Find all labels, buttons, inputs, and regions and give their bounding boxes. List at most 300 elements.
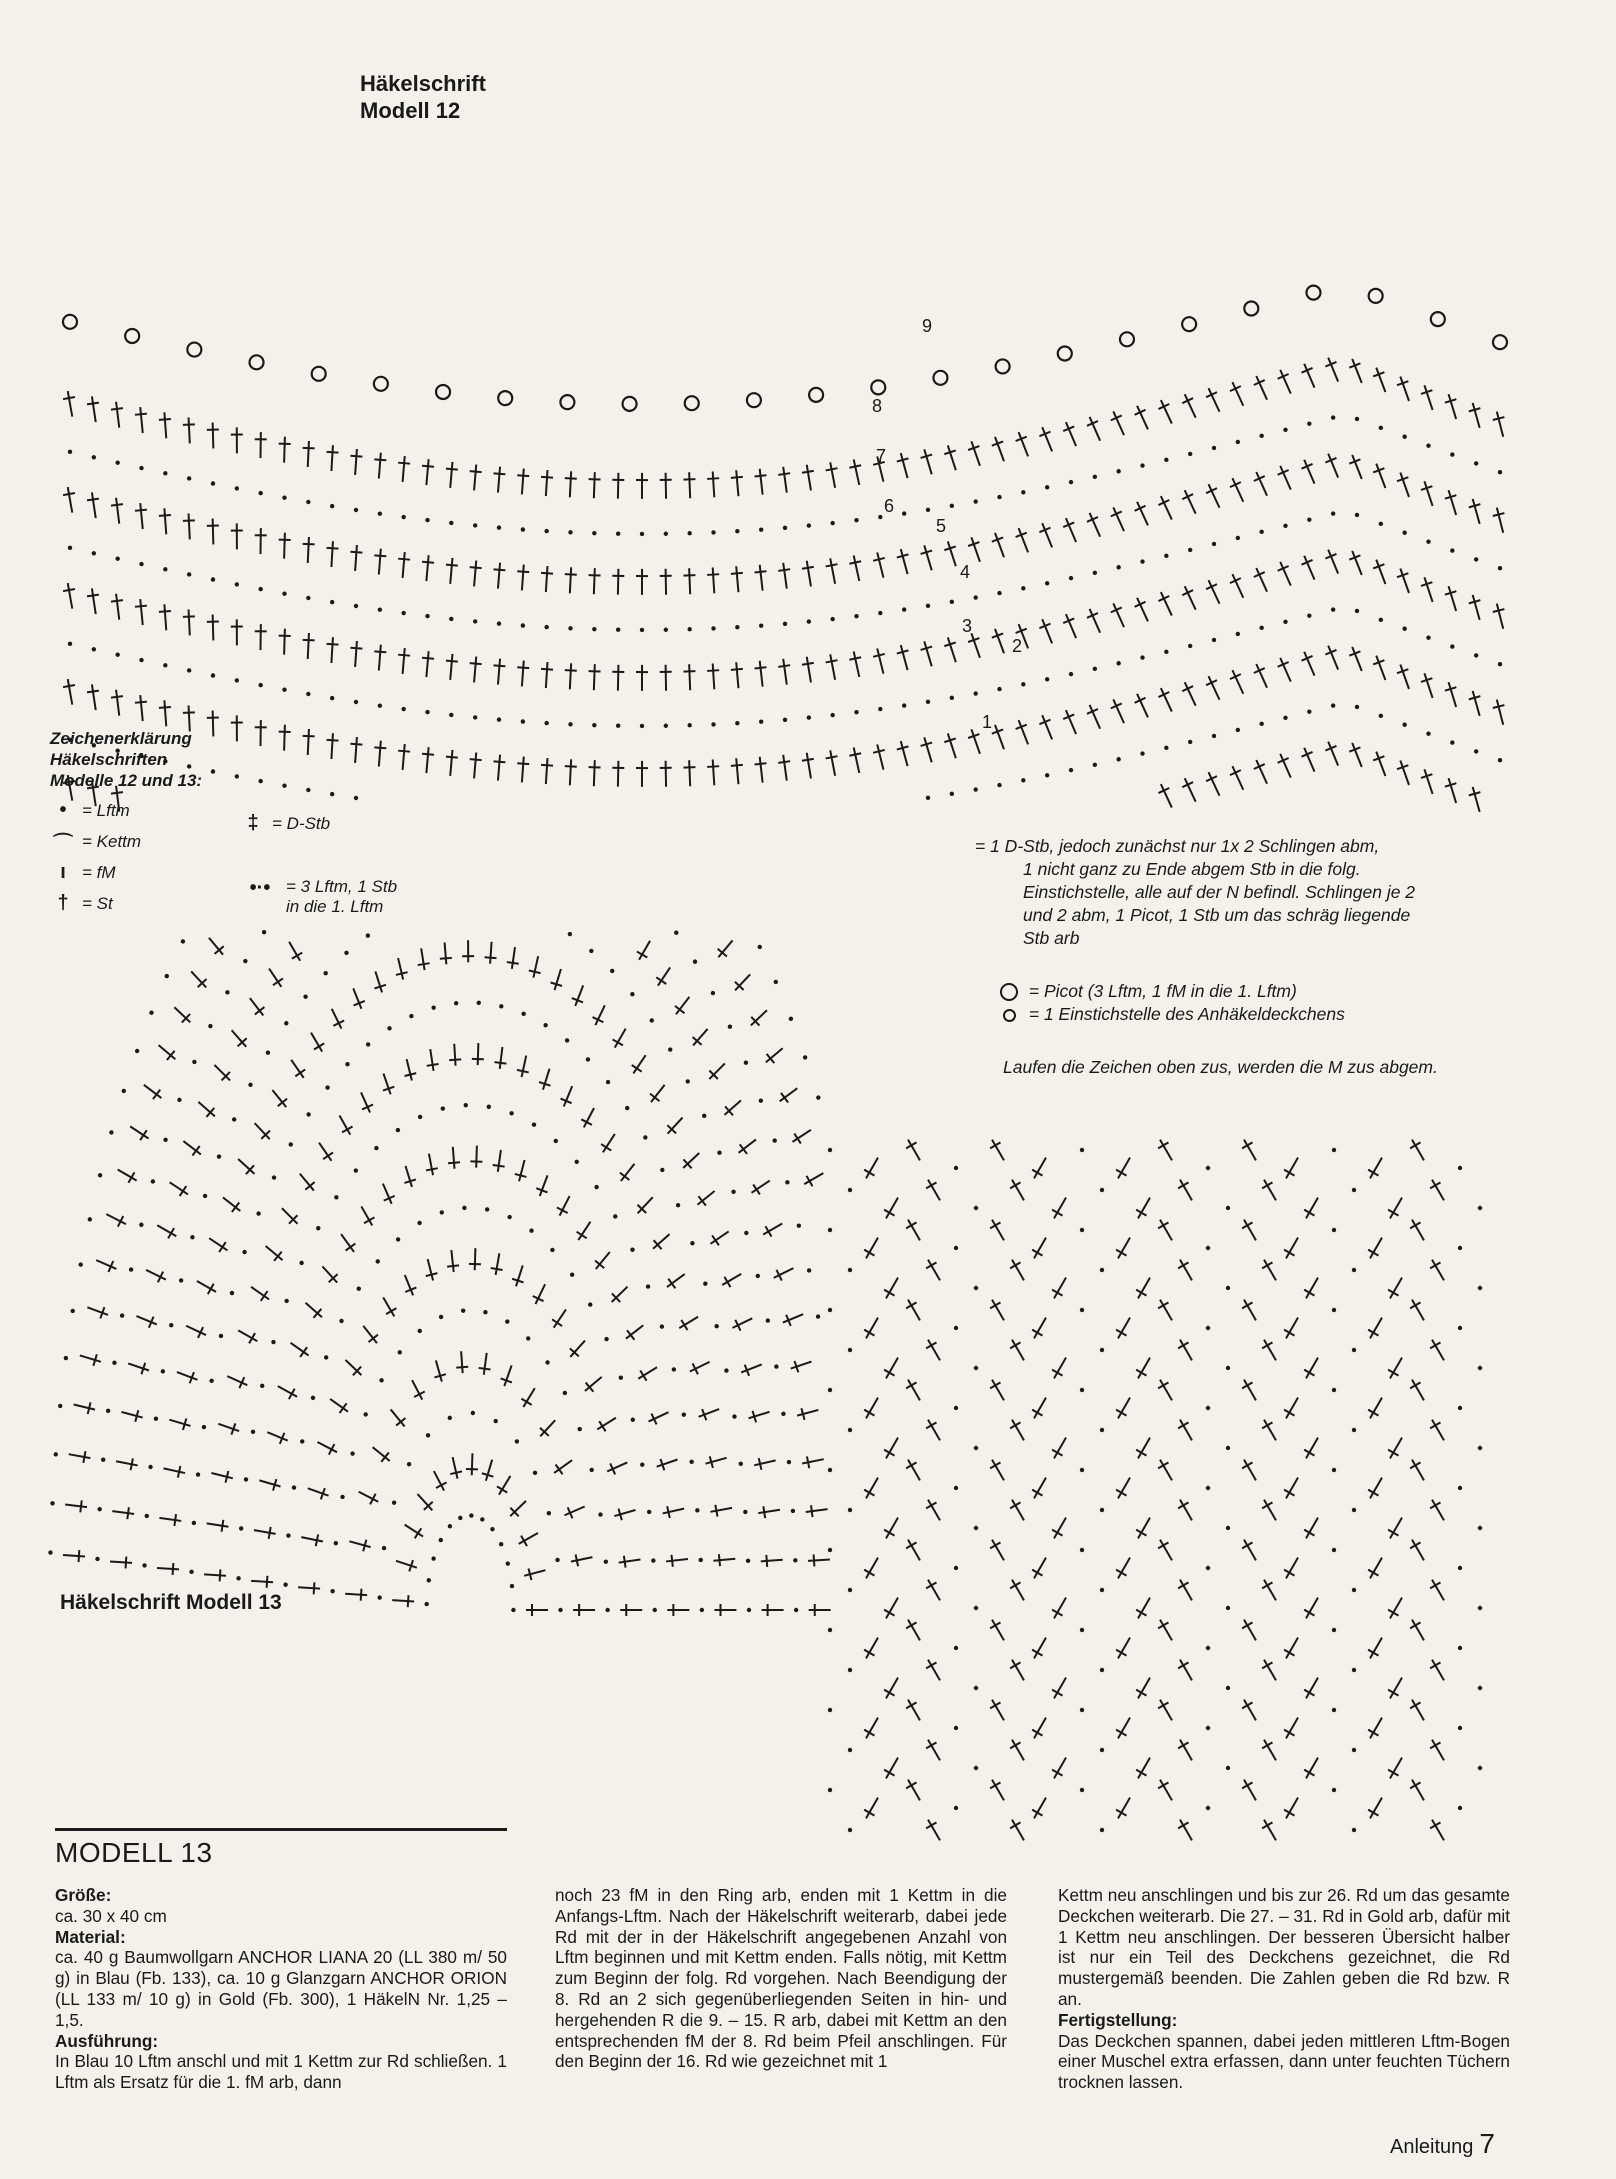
chain-mark <box>693 959 697 963</box>
stitch-mark <box>140 407 143 433</box>
stitch-crossbar <box>1158 1542 1168 1548</box>
stitch-mark <box>68 679 73 705</box>
stitch-crossbar <box>80 1500 81 1512</box>
stitch-crossbar <box>183 520 195 521</box>
chain-mark <box>209 1379 213 1383</box>
chain-mark <box>192 1060 196 1064</box>
stitch-mark <box>758 1510 780 1513</box>
chain-mark <box>1206 1166 1210 1170</box>
chain-mark <box>239 1526 243 1530</box>
stitch-crossbar <box>1116 1170 1126 1176</box>
stitch-mark <box>736 758 738 784</box>
chain-mark <box>431 1556 435 1560</box>
stitch-crossbar <box>408 1595 409 1607</box>
chain-mark <box>1355 609 1359 613</box>
stitch-crossbar <box>778 665 790 667</box>
stitch-crossbar <box>449 1059 461 1060</box>
chain-mark <box>284 1299 288 1303</box>
chain-mark <box>1236 536 1240 540</box>
stitch-mark <box>924 449 931 474</box>
stitch-crossbar <box>731 573 743 574</box>
stitch-mark <box>713 663 715 689</box>
chain-mark <box>653 1608 657 1612</box>
stitch-crossbar <box>111 600 123 601</box>
stitch-crossbar <box>314 1582 315 1594</box>
stitch-mark <box>546 662 548 688</box>
stitch-crossbar <box>314 1043 324 1049</box>
stitch-mark <box>308 1488 329 1495</box>
stitch-crossbar <box>396 972 408 975</box>
stitch-crossbar <box>517 667 529 668</box>
stitch-crossbar <box>497 1486 507 1492</box>
chain-mark <box>311 1396 315 1400</box>
stitch-crossbar <box>529 970 541 973</box>
stitch-crossbar <box>1178 1502 1188 1508</box>
stitch-crossbar <box>826 468 838 470</box>
stitch-mark <box>666 1559 688 1561</box>
chain-mark <box>196 1472 200 1476</box>
stitch-mark <box>732 1318 752 1328</box>
chain-mark <box>828 1548 832 1552</box>
chain-mark <box>1226 1446 1230 1450</box>
stitch-crossbar <box>361 1589 362 1601</box>
chain-mark <box>340 1495 344 1499</box>
chain-mark <box>54 1452 58 1456</box>
chain-mark <box>354 604 358 608</box>
chain-mark <box>973 499 977 503</box>
chain-mark <box>148 1465 152 1469</box>
chain-mark <box>1021 586 1025 590</box>
stitch-mark <box>1424 481 1432 506</box>
stitch-mark <box>69 1454 91 1458</box>
chain-mark <box>954 1166 958 1170</box>
stitch-mark <box>128 1363 149 1370</box>
stitch-mark <box>618 761 619 787</box>
chain-mark <box>306 692 310 696</box>
stitch-crossbar <box>493 569 505 570</box>
chain-mark <box>878 707 882 711</box>
stitch-crossbar <box>1178 1742 1188 1748</box>
stitch-crossbar <box>1410 1702 1420 1708</box>
chain-mark <box>793 1558 797 1562</box>
stitch-mark <box>760 757 763 783</box>
chain-mark <box>954 1726 958 1730</box>
chain-mark <box>926 508 930 512</box>
chain-mark <box>181 939 185 943</box>
chain-mark <box>98 1173 102 1177</box>
stitch-crossbar <box>884 1370 894 1376</box>
chain-mark <box>1188 452 1192 456</box>
chain-mark <box>232 1117 236 1121</box>
diagram-13-title: Häkelschrift Modell 13 <box>60 1591 282 1614</box>
material-label: Material: <box>55 1926 126 1947</box>
stitch-crossbar <box>577 1232 587 1239</box>
stitch-mark <box>1232 478 1243 502</box>
stitch-crossbar <box>906 1702 916 1708</box>
stitch-mark <box>570 471 571 497</box>
chain-mark <box>794 1608 798 1612</box>
chain-mark <box>115 652 119 656</box>
chain-mark <box>954 1326 958 1330</box>
chain-mark <box>1080 1788 1084 1792</box>
chain-mark <box>744 1060 748 1064</box>
chain-mark <box>954 1246 958 1250</box>
chain-mark <box>378 607 382 611</box>
chain-mark <box>258 587 262 591</box>
stitch-mark <box>1090 609 1100 633</box>
stitch-mark <box>284 437 285 463</box>
chain-mark <box>550 1248 554 1252</box>
legend-heading-line1: Zeichenerklärung <box>50 729 192 748</box>
stitch-mark <box>1376 560 1385 584</box>
chain-mark <box>878 611 882 615</box>
chain-mark <box>997 495 1001 499</box>
stitch-crossbar <box>1430 1582 1440 1588</box>
stitch-crossbar <box>541 765 553 766</box>
chain-mark <box>848 1668 852 1672</box>
chain-mark <box>1307 613 1311 617</box>
stitch-crossbar <box>1284 1810 1294 1816</box>
stitch-mark <box>498 755 500 781</box>
chain-mark <box>377 1595 381 1599</box>
chain-mark <box>1498 758 1502 762</box>
stitch-crossbar <box>255 1007 265 1014</box>
chain-mark <box>544 625 548 629</box>
chain-mark <box>759 527 763 531</box>
stitch-crossbar <box>556 1464 563 1474</box>
stitch-mark <box>971 729 980 754</box>
chain-mark <box>731 1190 735 1194</box>
chain-mark <box>505 1319 509 1323</box>
stitch-crossbar <box>1178 1582 1188 1588</box>
stitch-mark <box>317 1442 336 1452</box>
stitch-crossbar <box>565 478 577 479</box>
stitch-crossbar <box>507 962 519 964</box>
stitch-mark <box>1066 518 1076 542</box>
chain-mark <box>1212 734 1216 738</box>
chain-mark <box>1116 565 1120 569</box>
stitch-mark <box>1232 382 1243 406</box>
stitch-mark <box>536 1284 546 1304</box>
chain-mark <box>79 1262 83 1266</box>
stitch-mark <box>504 1365 511 1386</box>
stitch-crossbar <box>1493 705 1505 708</box>
chain-mark <box>366 1042 370 1046</box>
stitch-mark <box>516 1265 523 1286</box>
chain-mark <box>521 719 525 723</box>
stitch-crossbar <box>303 640 315 641</box>
chain-mark <box>1332 1548 1336 1552</box>
stitch-mark <box>830 462 835 488</box>
chain-mark <box>266 1050 270 1054</box>
stitch-crossbar <box>63 493 75 495</box>
stitch-crossbar <box>1010 1502 1020 1508</box>
stitch-crossbar <box>826 660 838 662</box>
chain-mark <box>1100 1508 1104 1512</box>
stitch-mark <box>1400 376 1409 401</box>
stitch-mark <box>474 464 476 490</box>
stitch-mark <box>1256 472 1267 496</box>
stitch-crossbar <box>405 1073 417 1076</box>
chain-mark <box>664 532 668 536</box>
chain-mark <box>1426 539 1430 543</box>
stitch-crossbar <box>159 707 171 708</box>
stitch-crossbar <box>671 1555 672 1567</box>
stitch-crossbar <box>1242 1782 1252 1788</box>
chain-mark <box>1212 638 1216 642</box>
stitch-crossbar <box>192 1146 199 1156</box>
stitch-crossbar <box>521 1536 527 1546</box>
picot-notes <box>1000 980 1345 1026</box>
chain-mark <box>714 1324 718 1328</box>
stitch-mark <box>797 1410 818 1416</box>
chain-mark <box>807 1268 811 1272</box>
stitch-crossbar <box>1136 1370 1146 1376</box>
stitch-mark <box>760 661 763 687</box>
stitch-crossbar <box>864 1250 874 1256</box>
stitch-mark <box>924 737 931 762</box>
chain-mark <box>473 619 477 623</box>
stitch-mark <box>1497 412 1503 437</box>
stitch-mark <box>1449 586 1457 611</box>
stitch-crossbar <box>675 1006 685 1013</box>
stitch-mark <box>146 1270 166 1280</box>
chain-mark <box>330 792 334 796</box>
stitch-mark <box>1066 422 1076 446</box>
chain-mark <box>643 1135 647 1139</box>
stitch-crossbar <box>1158 1302 1168 1308</box>
stitch-mark <box>1256 376 1267 400</box>
stitch-mark <box>355 641 357 667</box>
chain-mark <box>604 1559 608 1563</box>
chain-mark <box>1355 513 1359 517</box>
stitch-mark <box>430 1049 433 1071</box>
stitch-mark <box>657 1460 678 1467</box>
note-line-1: = 1 D-Stb, jedoch zunächst nur 1x 2 Schlingen abm, <box>975 836 1380 856</box>
chain-mark <box>149 1010 153 1014</box>
stitch-crossbar <box>781 1093 788 1103</box>
stitch-crossbar <box>422 562 434 563</box>
stitch-mark <box>1232 766 1243 790</box>
stitch-crossbar <box>521 1399 531 1405</box>
stitch-crossbar <box>1410 1382 1420 1388</box>
stitch-crossbar <box>225 1471 228 1483</box>
stitch-mark <box>474 752 476 778</box>
picot-mark <box>623 397 637 411</box>
chain-mark <box>682 1412 686 1416</box>
stitch-mark <box>157 1568 179 1569</box>
stitch-mark <box>1376 464 1385 488</box>
chain-mark <box>1100 1668 1104 1672</box>
chain-mark <box>409 1014 413 1018</box>
chain-mark <box>598 1512 602 1516</box>
chain-mark <box>724 1368 728 1372</box>
chain-mark <box>1474 461 1478 465</box>
picot-legend-row <box>1000 980 1345 1003</box>
chain-mark <box>1478 1686 1482 1690</box>
chain-mark <box>1474 557 1478 561</box>
chain-mark <box>783 622 787 626</box>
stitch-mark <box>807 657 811 683</box>
stitch-crossbar <box>350 552 362 553</box>
chain-mark <box>532 1123 536 1127</box>
stitch-crossbar <box>1052 1610 1062 1616</box>
stitch-mark <box>594 664 595 690</box>
stitch-crossbar <box>755 667 767 668</box>
stitch-crossbar <box>222 1520 224 1532</box>
stitch-crossbar <box>1032 1570 1042 1576</box>
stitch-mark <box>1449 682 1457 707</box>
stitch-crossbar <box>624 1556 626 1568</box>
stitch-mark <box>398 958 403 979</box>
chain-mark <box>139 562 143 566</box>
chain-mark <box>1450 452 1454 456</box>
stitch-mark <box>854 460 860 485</box>
finishing-label: Fertigstellung: <box>1058 2009 1178 2030</box>
chain-mark <box>145 1514 149 1518</box>
instructions-text: In Blau 10 Lftm anschl und mit 1 Kettm zur Rd schließen. 1 Lftm als Ersatz für die 1. fM arb, dann <box>55 2051 507 2093</box>
chain-mark <box>568 722 572 726</box>
chain-mark <box>1236 440 1240 444</box>
stitch-crossbar <box>599 1421 605 1431</box>
stitch-crossbar <box>794 1134 801 1144</box>
chain-mark <box>1140 751 1144 755</box>
stitch-crossbar <box>440 958 452 959</box>
legend-item-label: = Kettm <box>82 831 142 851</box>
stitch-mark <box>1497 508 1503 533</box>
chain-mark <box>1352 1188 1356 1192</box>
stitch-crossbar <box>1116 1570 1126 1576</box>
chain-mark <box>758 945 762 949</box>
stitch-crossbar <box>1410 1542 1420 1548</box>
picot-mark <box>187 343 201 357</box>
stitch-mark <box>1280 370 1291 394</box>
stitch-mark <box>854 556 860 581</box>
chain-mark <box>441 1106 445 1110</box>
stitch-crossbar <box>884 1210 894 1216</box>
chain-mark <box>1379 714 1383 718</box>
stitch-crossbar <box>398 655 410 656</box>
article-heading: MODELL 13 <box>55 1828 507 1869</box>
stitch-mark <box>713 1559 735 1561</box>
chain-mark <box>660 1168 664 1172</box>
chain-mark <box>902 511 906 515</box>
chain-mark <box>1080 1468 1084 1472</box>
stitch-crossbar <box>303 736 315 737</box>
chain-mark <box>774 980 778 984</box>
chain-mark <box>547 1511 551 1515</box>
stitch-mark <box>570 663 571 689</box>
stitch-crossbar <box>1242 1462 1252 1468</box>
chain-mark <box>1332 1388 1336 1392</box>
chain-mark <box>828 1148 832 1152</box>
stitch-mark <box>783 659 787 685</box>
stitch-crossbar <box>715 1505 717 1517</box>
chain-mark <box>791 1509 795 1513</box>
stitch-crossbar <box>1158 1222 1168 1228</box>
stitch-mark <box>159 1518 181 1521</box>
stitch-mark <box>332 1009 342 1029</box>
chain-mark <box>830 713 834 717</box>
chain-mark <box>292 1485 296 1489</box>
stitch-crossbar <box>1242 1702 1252 1708</box>
stitch-mark <box>1161 784 1172 808</box>
chain-mark <box>674 931 678 935</box>
stitch-crossbar <box>173 1563 174 1575</box>
stitch-crossbar <box>491 1268 503 1270</box>
chain-mark <box>1206 1406 1210 1410</box>
stitch-crossbar <box>802 567 814 569</box>
round-number-4: 4 <box>960 562 971 582</box>
stitch-mark <box>948 541 956 566</box>
chain-mark <box>807 523 811 527</box>
chain-mark <box>1332 1148 1336 1152</box>
chain-mark <box>189 1570 193 1574</box>
chain-mark <box>1116 661 1120 665</box>
round-number-9: 9 <box>922 316 933 336</box>
picot-mark <box>560 395 574 409</box>
legend-item-group <box>240 877 397 917</box>
chain-mark <box>163 663 167 667</box>
chain-mark <box>1164 458 1168 462</box>
chain-mark <box>797 1223 801 1227</box>
chain-mark <box>378 511 382 515</box>
stitch-mark <box>68 583 73 609</box>
stitch-crossbar <box>1304 1210 1314 1216</box>
stitch-crossbar <box>87 499 99 501</box>
stitch-crossbar <box>1368 1490 1378 1496</box>
chain-mark <box>230 1291 234 1295</box>
stitch-mark <box>663 1509 684 1514</box>
chain-mark <box>973 595 977 599</box>
stitch-mark <box>1352 551 1362 575</box>
stitch-crossbar <box>864 1570 874 1576</box>
stitch-crossbar <box>1388 1290 1398 1296</box>
chain-mark <box>1100 1828 1104 1832</box>
stitch-crossbar <box>1493 417 1505 420</box>
stitch-crossbar <box>1304 1290 1314 1296</box>
chain-mark <box>165 974 169 978</box>
stitch-mark <box>92 684 96 710</box>
stitch-crossbar <box>766 1555 767 1567</box>
chain-mark <box>630 1248 634 1252</box>
chain-mark <box>828 1228 832 1232</box>
chain-mark <box>151 1179 155 1183</box>
chain-mark <box>1259 434 1263 438</box>
chain-mark <box>1426 443 1430 447</box>
stitch-mark <box>713 759 715 785</box>
chain-mark <box>334 1195 338 1199</box>
chain-mark <box>997 687 1001 691</box>
stitch-mark <box>512 947 515 969</box>
chain-mark <box>1283 524 1287 528</box>
chain-mark <box>1478 1446 1482 1450</box>
stitch-crossbar <box>346 1244 356 1251</box>
stitch-crossbar <box>906 1622 916 1628</box>
chain-mark <box>1458 1646 1462 1650</box>
chain-mark <box>50 1501 54 1505</box>
chain-mark <box>473 715 477 719</box>
picot-mark <box>436 385 450 399</box>
stitch-crossbar <box>1116 1650 1126 1656</box>
chain-mark <box>689 1460 693 1464</box>
chain-mark <box>739 1462 743 1466</box>
chain-mark <box>954 1566 958 1570</box>
stitch-crossbar <box>1010 1342 1020 1348</box>
stitch-crossbar <box>601 1144 611 1151</box>
stitch-mark <box>1090 513 1100 537</box>
round-number-2: 2 <box>1012 636 1023 656</box>
